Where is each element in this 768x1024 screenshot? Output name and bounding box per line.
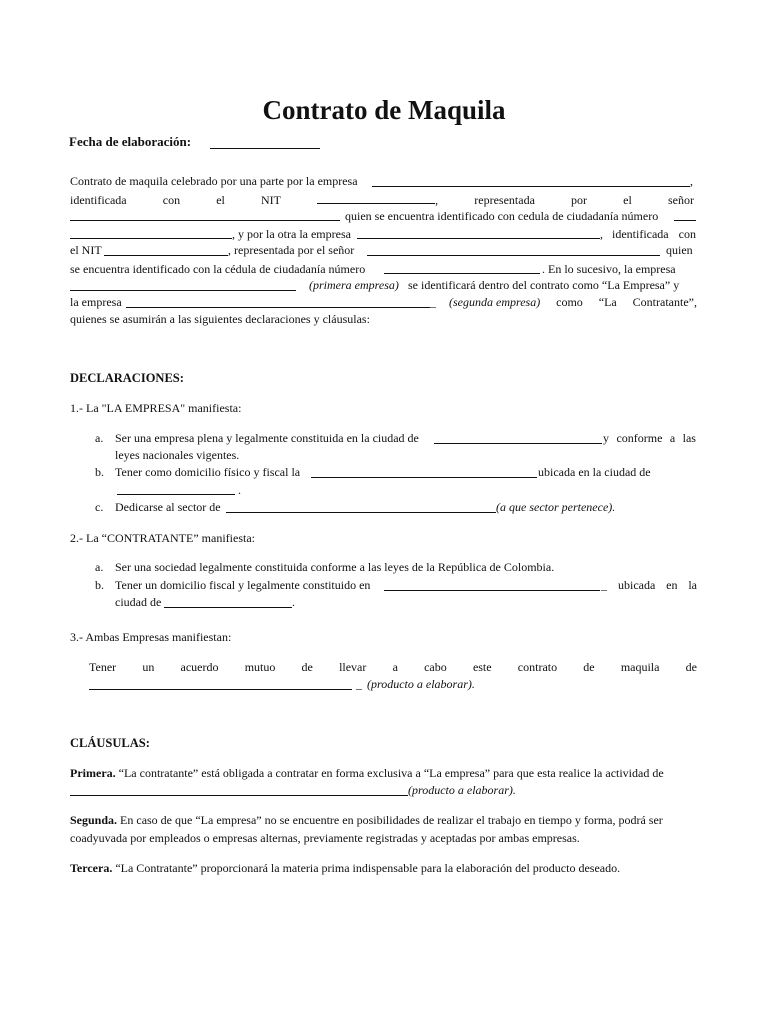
declaracion-3-mid: _: [356, 677, 362, 691]
word: acuerdo: [180, 660, 219, 674]
ciudad-3-blank[interactable]: [164, 607, 292, 608]
declaracion-3-title: 3.- Ambas Empresas manifiestan:: [70, 630, 232, 644]
empresa-2-blank[interactable]: [357, 238, 600, 239]
word: maquila: [620, 660, 660, 674]
clausula-tercera: [70, 861, 620, 875]
declaracion-1b-end: .: [238, 483, 241, 497]
intro-line-5c: quien: [666, 243, 693, 257]
intro-line-4c: [612, 227, 696, 241]
word: NIT: [261, 193, 282, 207]
clausula-segunda: [70, 813, 663, 827]
declaracion-1c-tail: (a que sector pertenece).: [496, 500, 616, 514]
list-marker: c.: [95, 500, 104, 514]
declaracion-1b-text: Tener como domicilio físico y fiscal la: [115, 465, 301, 479]
declaracion-1b-tail: ubicada en la ciudad de: [538, 465, 651, 479]
word: ,: [435, 193, 439, 207]
document-title: Contrato de Maquila: [262, 95, 506, 125]
intro-line-7a: (primera empresa): [309, 278, 399, 292]
domicilio-1-blank[interactable]: [311, 477, 537, 478]
intro-line-2: [70, 192, 694, 207]
declaracion-1a-text: Ser una empresa plena y legalmente constituida en la ciudad de: [115, 431, 419, 445]
fecha-blank[interactable]: [210, 148, 320, 149]
word: con: [162, 193, 181, 207]
declaracion-1c-text: Dedicarse al sector de: [115, 500, 221, 514]
word: identificada: [612, 227, 669, 241]
word: Contratante”,: [632, 295, 697, 309]
firma-1-blank[interactable]: [70, 238, 232, 239]
clausula-text: “La Contratante” proporcionará la materia prima indispensable para la elaboración del producto deseado.: [112, 861, 621, 875]
empresa-3-blank[interactable]: [70, 290, 296, 291]
word: de: [301, 660, 313, 674]
word: el: [623, 193, 632, 207]
word: señor: [667, 193, 694, 207]
word: contrato: [517, 660, 558, 674]
sector-blank[interactable]: [226, 512, 496, 513]
word: llevar: [339, 660, 367, 674]
clausula-text: En caso de que “La empresa” no se encuentre en posibilidades de realizar el trabajo en tiempo y forma, podrá ser: [117, 813, 663, 827]
declaracion-2a-text: Ser una sociedad legalmente constituida conforme a las leyes de la República de Colombia.: [115, 560, 555, 574]
clausulas-heading: CLÁUSULAS:: [70, 736, 150, 750]
cedula-1-blank[interactable]: [674, 220, 696, 221]
word: en: [666, 578, 678, 592]
empresa-1-blank[interactable]: [372, 186, 690, 187]
intro-line-6b: . En lo sucesivo, la empresa: [542, 262, 676, 276]
declaracion-3-tail: (producto a elaborar).: [367, 677, 475, 691]
word: representada: [474, 193, 535, 207]
intro-line-5b: , representada por el señor: [228, 243, 355, 257]
word: el: [216, 193, 225, 207]
senor-2-blank[interactable]: [367, 255, 660, 256]
list-marker: a.: [95, 431, 104, 445]
intro-line-5a: el NIT: [70, 243, 102, 257]
word: ubicada: [618, 578, 656, 592]
word: por: [571, 193, 588, 207]
cedula-2-blank[interactable]: [384, 273, 540, 274]
word: (segunda empresa): [449, 295, 541, 309]
word: la: [688, 578, 697, 592]
intro-line-9: quienes se asumirán a las siguientes declaraciones y cláusulas:: [70, 312, 370, 326]
declaracion-2b-mid: _: [601, 578, 607, 592]
declaracion-2b-tail: [618, 578, 697, 592]
producto-1-blank[interactable]: [89, 689, 352, 690]
declaracion-2b-end: .: [292, 595, 295, 609]
word: con: [678, 227, 696, 241]
intro-line-3: quien se encuentra identificado con cedula de ciudadanía número: [345, 209, 659, 223]
word: identificada: [70, 193, 127, 207]
word: este: [472, 660, 492, 674]
declaracion-1a-tail: [603, 431, 696, 445]
declaracion-1-title: 1.- La "LA EMPRESA" manifiesta:: [70, 401, 242, 415]
word: y: [603, 431, 609, 445]
list-marker: a.: [95, 560, 104, 574]
clausula-segunda-line-2: coadyuvada por empleados o empresas alternas, previamente registradas y aceptadas por ambas empresas.: [70, 831, 580, 845]
clausula-text: “La contratante” está obligada a contratar en forma exclusiva a “La empresa” para que esta realice la actividad de: [115, 766, 664, 780]
word: cabo: [424, 660, 447, 674]
intro-line-7b: se identificará dentro del contrato como “La Empresa” y: [408, 278, 680, 292]
declaracion-3-line-1: [89, 660, 697, 674]
word: a: [392, 660, 398, 674]
domicilio-2-blank[interactable]: [384, 590, 600, 591]
word: las: [682, 431, 696, 445]
list-marker: b.: [95, 578, 104, 592]
list-marker: b.: [95, 465, 104, 479]
intro-line-4a: , y por la otra la empresa: [232, 227, 351, 241]
declaracion-2b-cont: ciudad de: [115, 595, 162, 609]
word: conforme: [616, 431, 663, 445]
producto-2-blank[interactable]: [70, 795, 408, 796]
clausula-label: Segunda.: [70, 813, 118, 827]
intro-line-1: Contrato de maquila celebrado por una parte por la empresa: [70, 174, 358, 188]
intro-line-8a: la empresa: [70, 295, 122, 309]
declaracion-1a-cont: leyes nacionales vigentes.: [115, 448, 240, 462]
ciudad-2-blank[interactable]: [117, 494, 235, 495]
word: de: [685, 660, 697, 674]
word: “La: [598, 295, 617, 309]
ciudad-1-blank[interactable]: [434, 443, 602, 444]
word: mutuo: [244, 660, 276, 674]
clausula-primera-tail: (producto a elaborar).: [408, 783, 516, 797]
word: Tener: [89, 660, 117, 674]
word: de: [583, 660, 595, 674]
intro-line-8b: _: [430, 295, 436, 309]
clausula-label: Primera.: [70, 766, 116, 780]
nit-1-blank[interactable]: [317, 192, 435, 204]
nit-blank-group: [317, 192, 438, 207]
intro-line-4b: ,: [600, 227, 603, 241]
intro-line-8c: [449, 295, 697, 309]
word: como: [556, 295, 583, 309]
intro-line-6a: se encuentra identificado con la cédula de ciudadanía número: [70, 262, 366, 276]
word: a: [669, 431, 676, 445]
clausula-label: Tercera.: [70, 861, 113, 875]
nit-2-blank[interactable]: [104, 255, 228, 256]
intro-comma: ,: [690, 174, 693, 188]
word: un: [142, 660, 155, 674]
declaracion-2b-text: Tener un domicilio fiscal y legalmente constituido en: [115, 578, 371, 592]
declaracion-2-title: 2.- La “CONTRATANTE” manifiesta:: [70, 531, 255, 545]
clausula-primera: [70, 766, 664, 780]
senor-1-blank[interactable]: [70, 220, 340, 221]
declaraciones-heading: DECLARACIONES:: [70, 371, 184, 385]
empresa-4-blank[interactable]: [126, 307, 430, 308]
fecha-label: Fecha de elaboración:: [69, 134, 192, 149]
